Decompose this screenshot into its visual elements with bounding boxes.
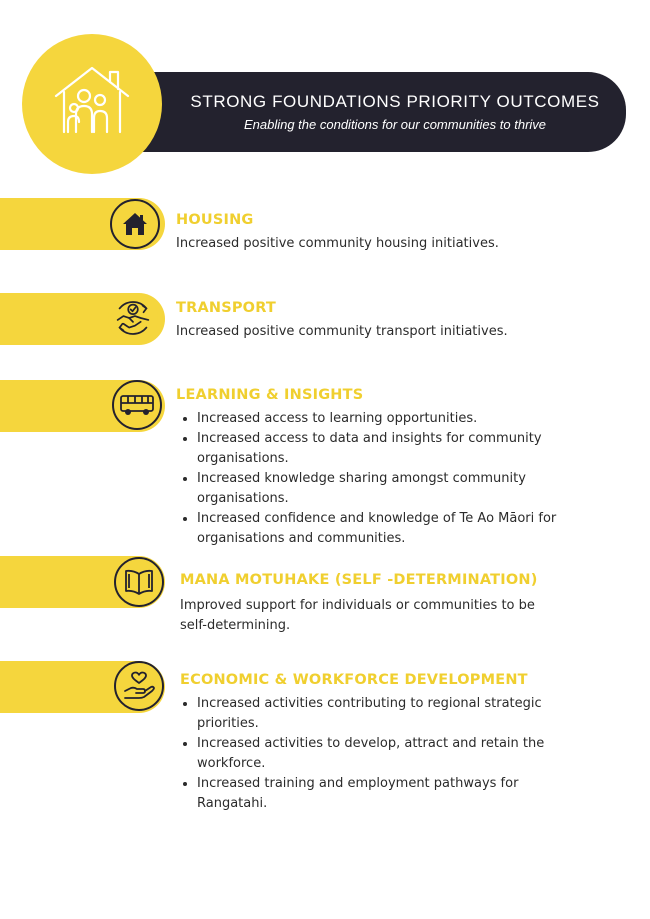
- transport-icon-circle: [108, 293, 158, 343]
- page-title: STRONG FOUNDATIONS PRIORITY OUTCOMES: [190, 92, 600, 111]
- housing-title: HOUSING: [176, 212, 254, 228]
- housing-icon-circle: [110, 199, 160, 249]
- mana-title: MANA MOTUHAKE (SELF -DETERMINATION): [180, 572, 538, 588]
- house-icon: [120, 209, 150, 239]
- list-item: • Increased confidence and knowledge of Te Ao Māori for organisations and communities.: [197, 509, 577, 549]
- list-item: • Increased access to data and insights for community organisations.: [197, 429, 577, 469]
- economic-list: [176, 694, 587, 814]
- header-banner: [128, 72, 626, 152]
- bus-icon: [119, 393, 155, 417]
- transport-text: Increased positive community transport initiatives.: [176, 324, 508, 339]
- hand-heart-icon: [122, 671, 156, 701]
- list-item: • Increased training and employment pathways for Rangatahi.: [197, 774, 587, 814]
- mana-text: Improved support for individuals or communities to be self-determining.: [180, 598, 535, 633]
- list-item: • Increased access to learning opportunities.: [197, 409, 577, 429]
- learning-icon-circle: [112, 380, 162, 430]
- mana-icon-circle: [114, 557, 164, 607]
- list-item: • Increased activities to develop, attract and retain the workforce.: [197, 734, 587, 774]
- page-subtitle: Enabling the conditions for our communities to thrive: [243, 117, 547, 132]
- economic-title: ECONOMIC & WORKFORCE DEVELOPMENT: [180, 672, 528, 688]
- housing-text: Increased positive community housing initiatives.: [176, 236, 499, 251]
- handshake-cycle-icon: [110, 294, 156, 342]
- house-family-icon: [22, 34, 162, 174]
- transport-title: TRANSPORT: [176, 300, 277, 316]
- learning-title: LEARNING & INSIGHTS: [176, 387, 364, 403]
- list-item: • Increased activities contributing to regional strategic priorities.: [197, 694, 587, 734]
- economic-icon-circle: [114, 661, 164, 711]
- header-icon-circle: [22, 34, 162, 174]
- list-item: • Increased knowledge sharing amongst community organisations.: [197, 469, 577, 509]
- book-icon: [123, 568, 155, 596]
- learning-list: [176, 409, 577, 549]
